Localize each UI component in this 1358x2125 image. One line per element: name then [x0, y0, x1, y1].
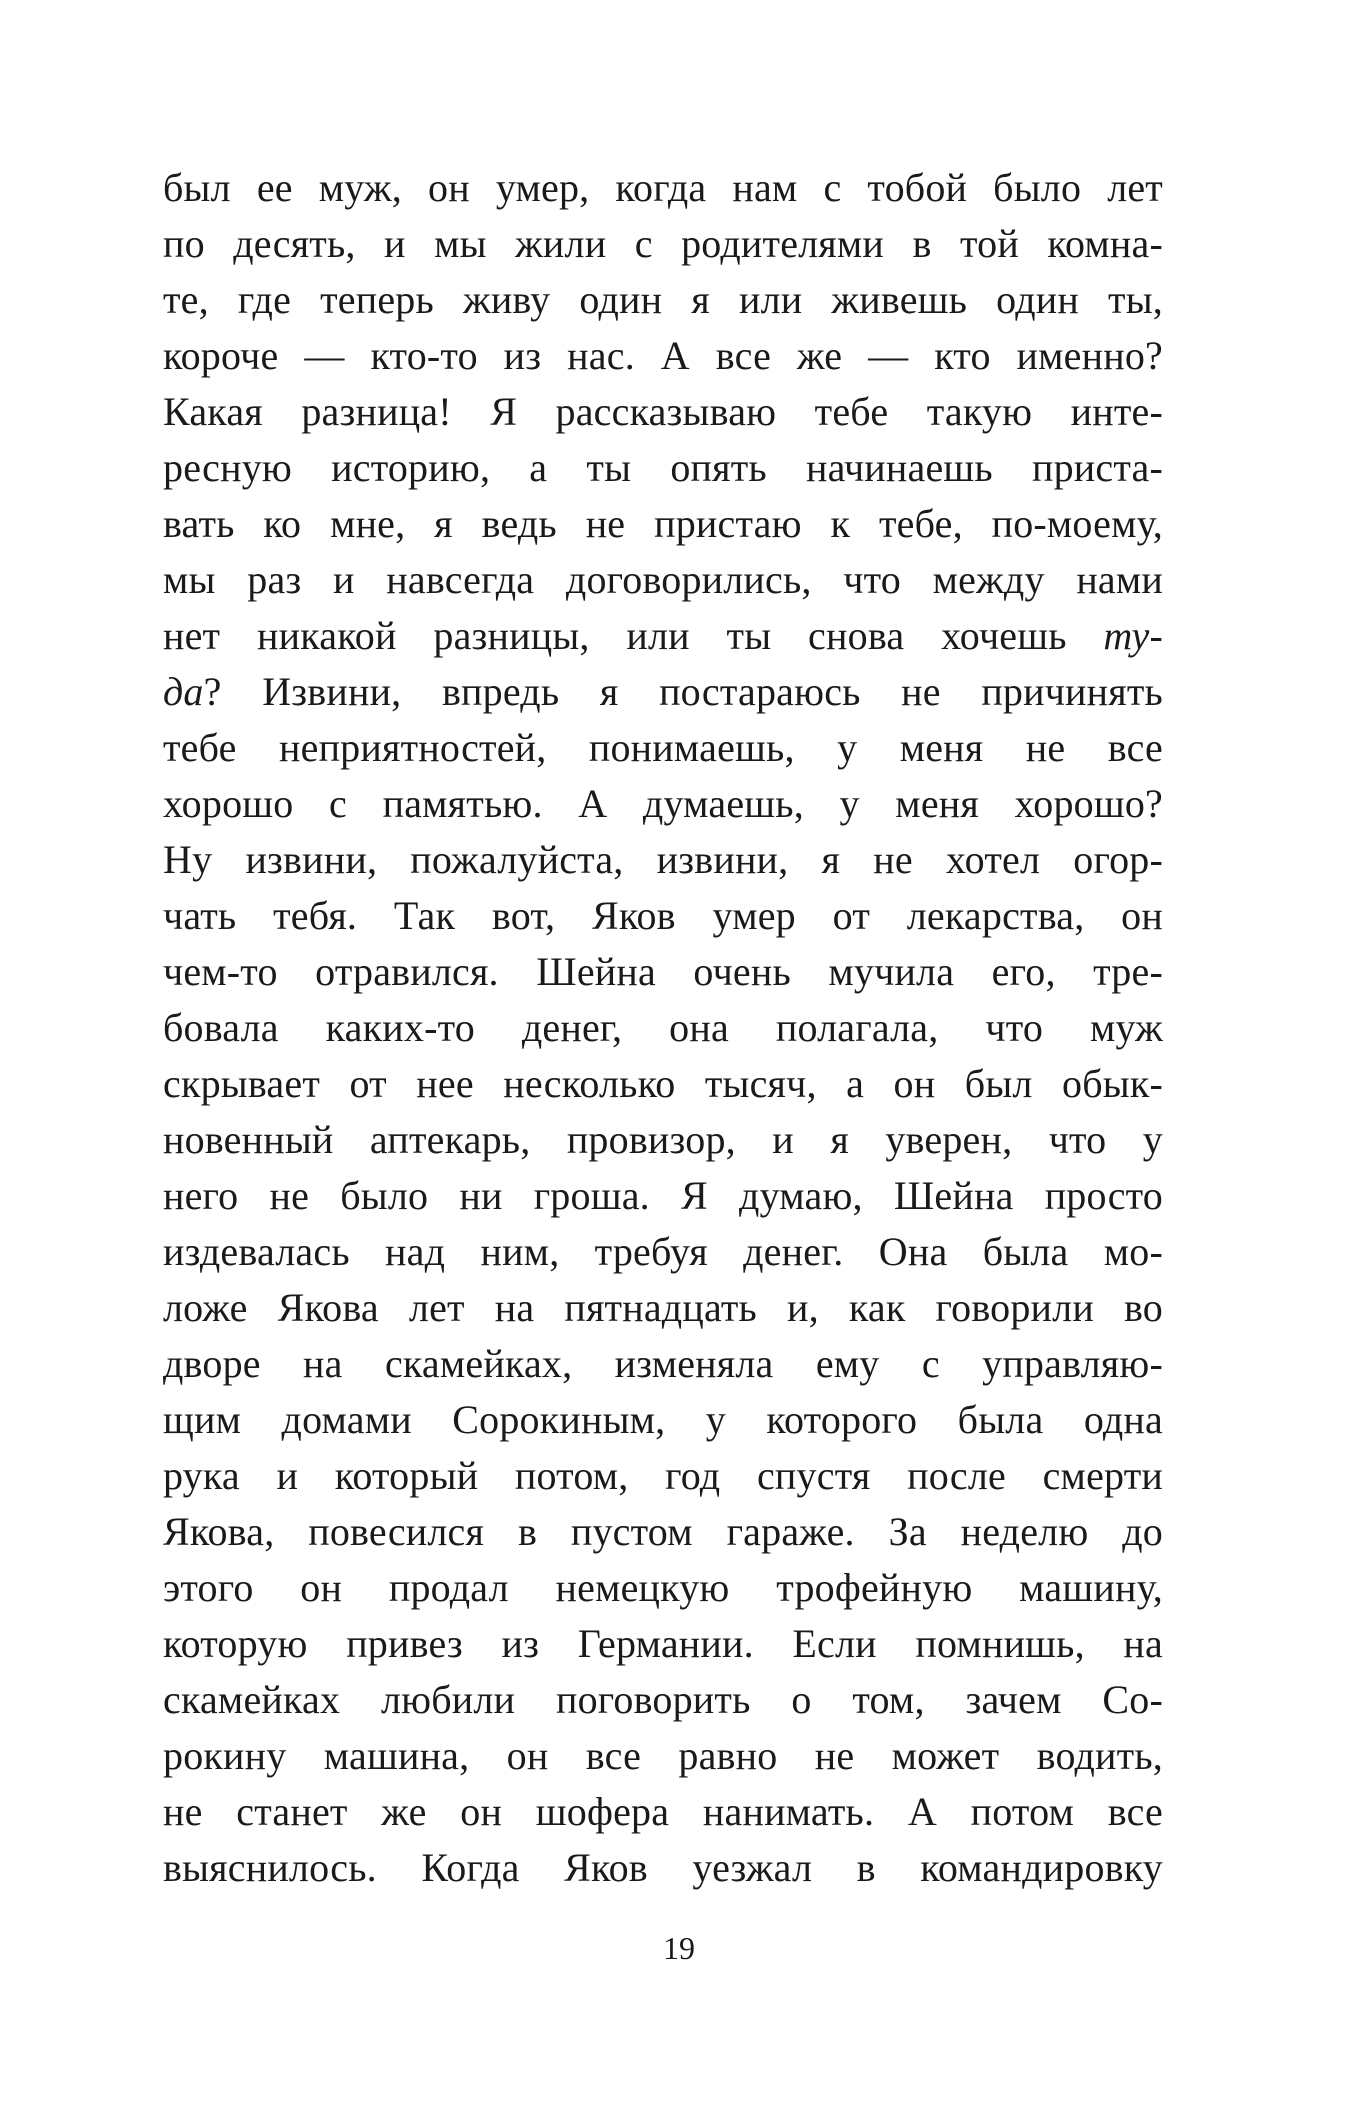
text-line: хорошо с памятью. А думаешь, у меня хорошо? — [163, 781, 1163, 826]
text-line: этого он продал немецкую трофейную машину, — [163, 1565, 1163, 1610]
text-line — [163, 608, 1163, 664]
italic-word: ту- — [1103, 613, 1163, 658]
text-line — [163, 664, 1163, 720]
text-line: вать ко мне, я ведь не пристаю к тебе, по-моему, — [163, 501, 1163, 546]
text-line: по десять, и мы жили с родителями в той комна- — [163, 221, 1163, 266]
text-line: скрывает от нее несколько тысяч, а он был обык- — [163, 1061, 1163, 1106]
text-line: него не было ни гроша. Я думаю, Шейна просто — [163, 1173, 1163, 1218]
text-line: новенный аптекарь, провизор, и я уверен, что у — [163, 1117, 1163, 1162]
text-line: чем-то отравился. Шейна очень мучила его, тре- — [163, 949, 1163, 994]
text-line: был ее муж, он умер, когда нам с тобой было лет — [163, 165, 1163, 210]
text-line: выяснилось. Когда Яков уезжал в командировку — [163, 1845, 1163, 1890]
text-line: ресную историю, а ты опять начинаешь приста- — [163, 445, 1163, 490]
text-line: рокину машина, он все равно не может водить, — [163, 1733, 1163, 1778]
text-line: скамейках любили поговорить о том, зачем Со- — [163, 1677, 1163, 1722]
text-line: те, где теперь живу один я или живешь один ты, — [163, 277, 1163, 322]
text-line: чать тебя. Так вот, Яков умер от лекарства, он — [163, 893, 1163, 938]
text-line: которую привез из Германии. Если помнишь, на — [163, 1621, 1163, 1666]
text-line: бовала каких-то денег, она полагала, что муж — [163, 1005, 1163, 1050]
text-line: щим домами Сорокиным, у которого была одна — [163, 1397, 1163, 1442]
text-line: короче — кто-то из нас. А все же — кто именно? — [163, 333, 1163, 378]
text-line: не станет же он шофера нанимать. А потом все — [163, 1789, 1163, 1834]
text-line: ложе Якова лет на пятнадцать и, как говорили во — [163, 1285, 1163, 1330]
text-line: издевалась над ним, требуя денег. Она была мо- — [163, 1229, 1163, 1274]
text-segment: ? Извини, впредь я постараюсь не причинять — [203, 669, 1163, 714]
text-line: рука и который потом, год спустя после смерти — [163, 1453, 1163, 1498]
text-line: мы раз и навсегда договорились, что между нами — [163, 557, 1163, 602]
body-text — [163, 160, 1163, 1896]
text-line: Ну извини, пожалуйста, извини, я не хотел огор- — [163, 837, 1163, 882]
text-line: тебе неприятностей, понимаешь, у меня не все — [163, 725, 1163, 770]
text-line: дворе на скамейках, изменяла ему с управляю- — [163, 1341, 1163, 1386]
text-line: Какая разница! Я рассказываю тебе такую инте- — [163, 389, 1163, 434]
italic-word: да — [163, 669, 204, 714]
page-number: 19 — [663, 1930, 695, 1966]
text-line: Якова, повесился в пустом гараже. За неделю до — [163, 1509, 1163, 1554]
text-segment: нет никакой разницы, или ты снова хочешь — [163, 613, 1104, 658]
